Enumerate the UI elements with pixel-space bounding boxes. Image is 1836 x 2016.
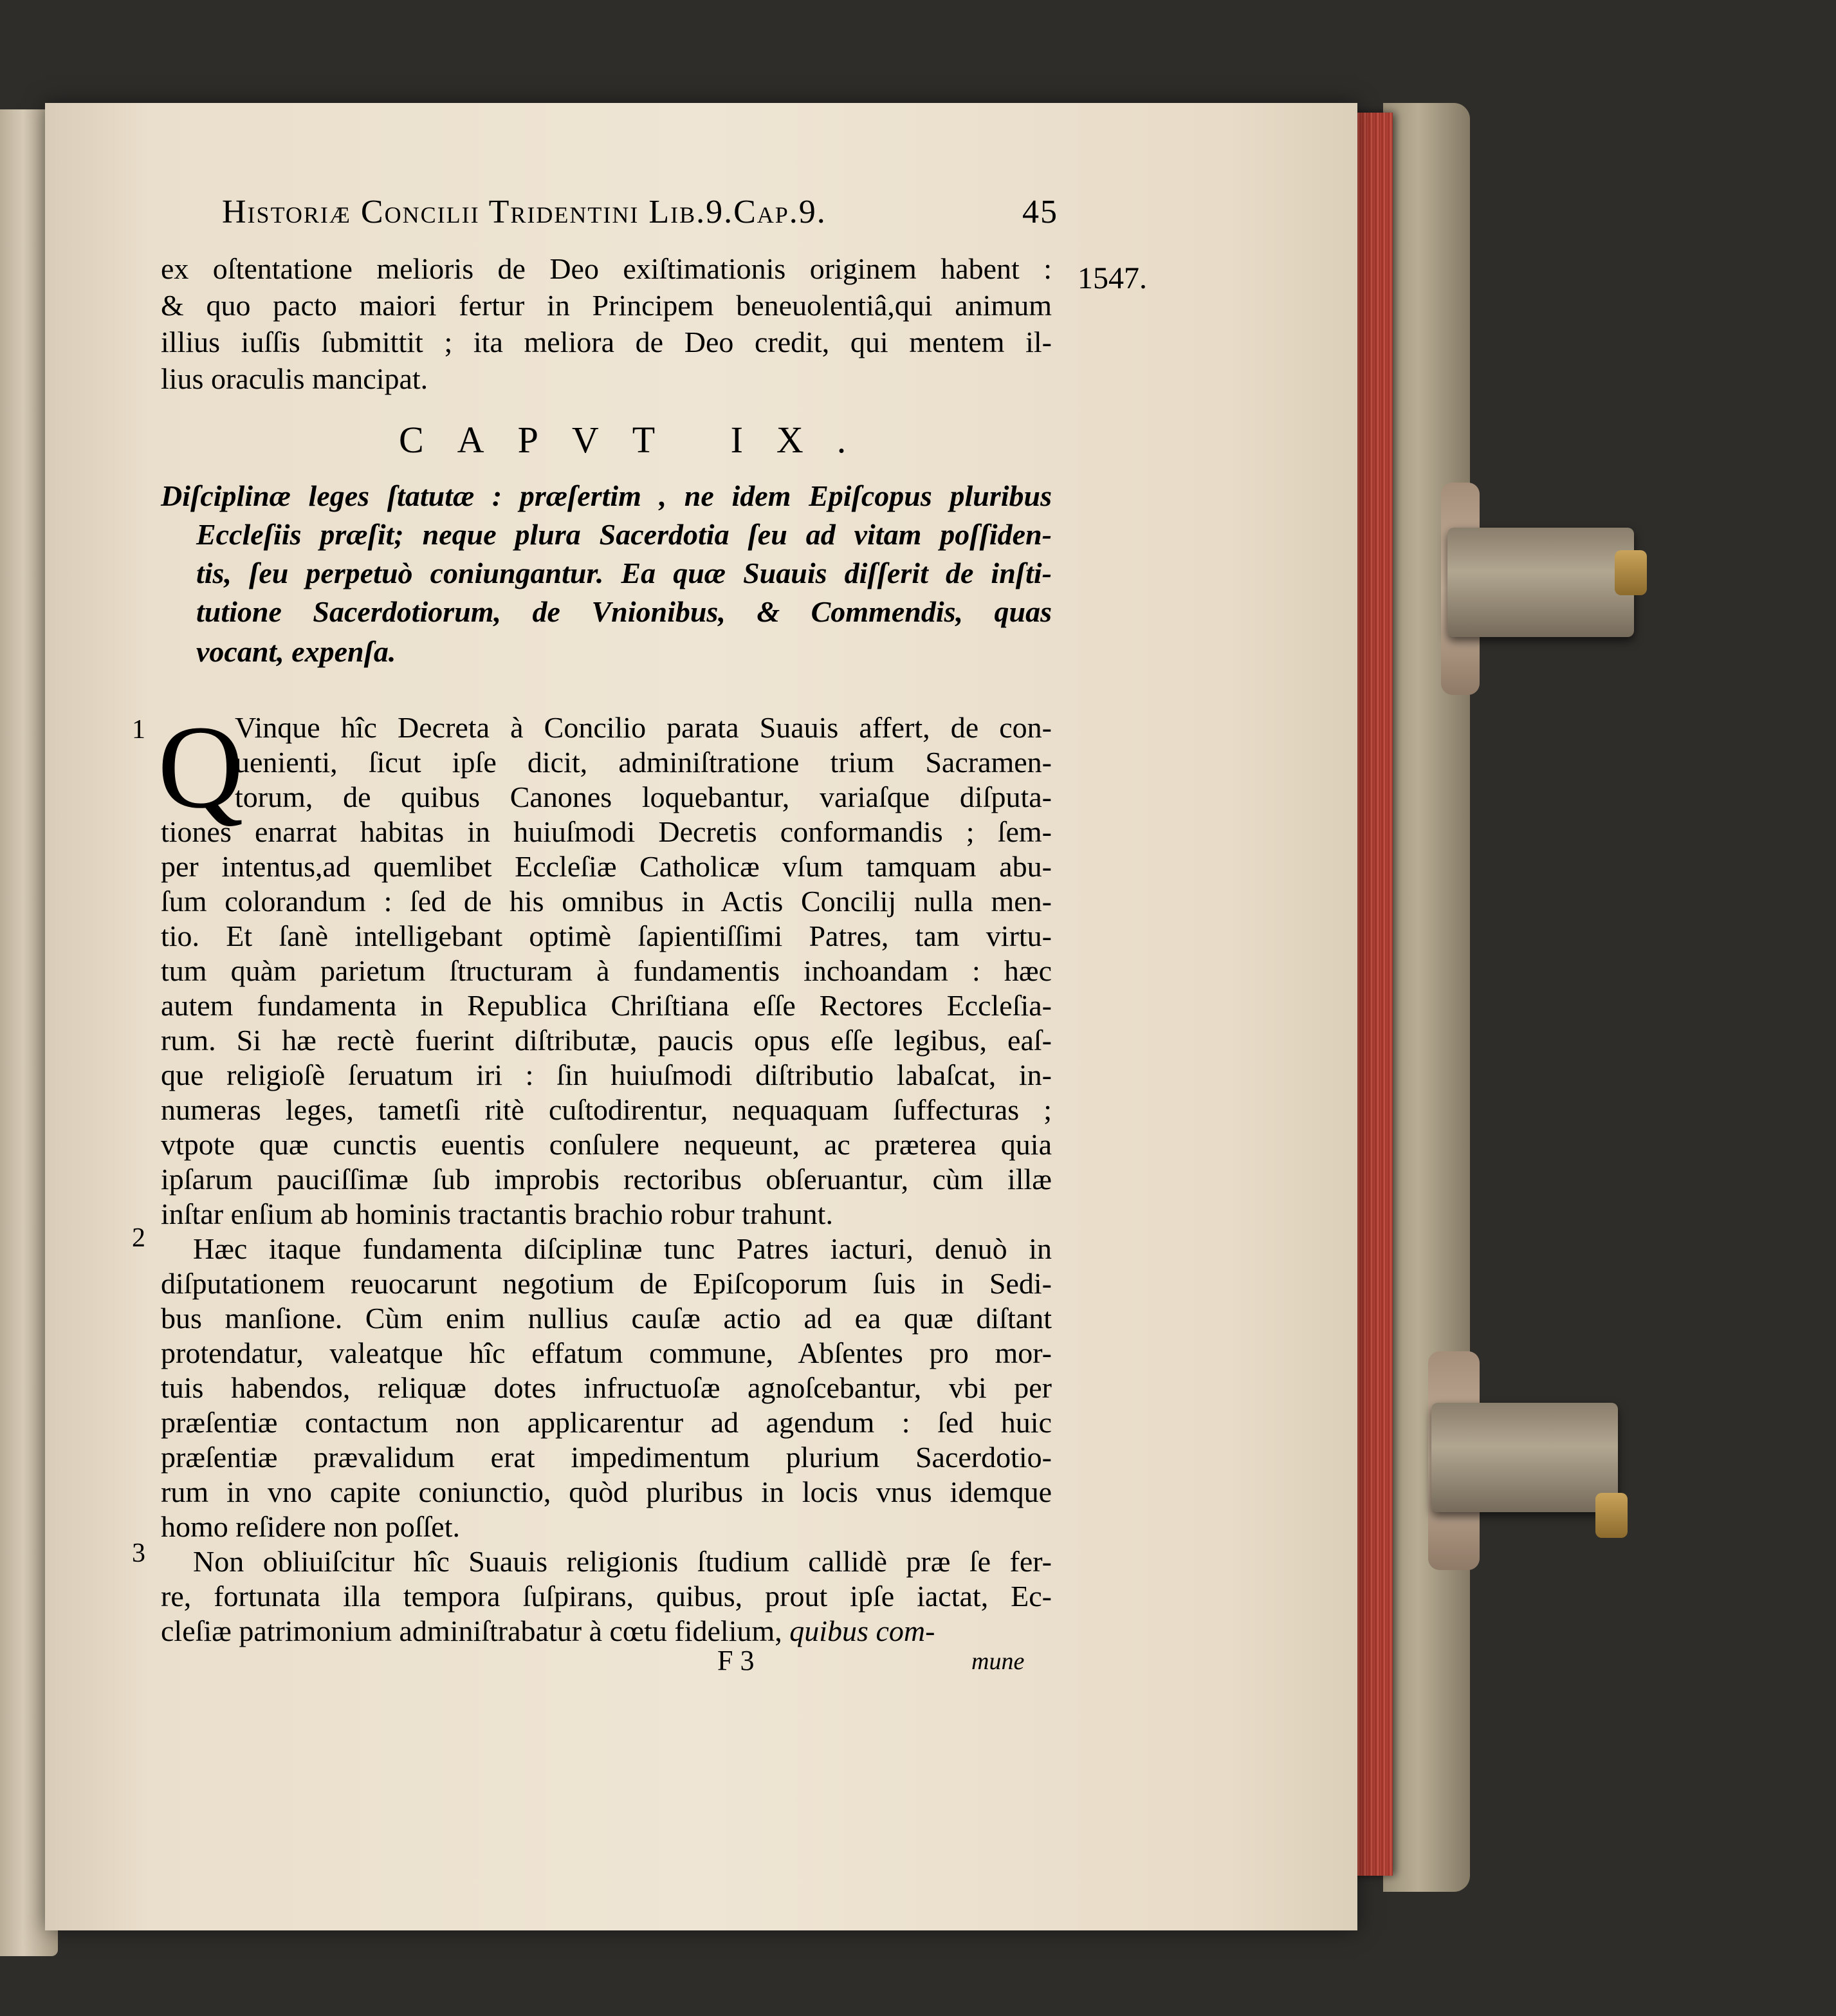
- text-line: rum. Si hæ rectè fuerint diſtributæ, paucis opus eſſe legibus, eaſ-: [161, 1024, 1052, 1057]
- text-line: Non obliuiſcitur hîc Suauis religionis ſtudium callidè præ ſe fer-: [193, 1545, 1052, 1578]
- running-head-title: Historiæ Concilii Tridentini Lib.9.Cap.9.: [222, 194, 827, 230]
- signature-mark: F 3: [717, 1645, 755, 1676]
- clasp-bottom[interactable]: [1431, 1403, 1618, 1512]
- margin-year: 1547.: [1078, 261, 1147, 295]
- text-line: tio. Et ſanè intelligebant optimè ſapientiſſimi Patres, tam virtu-: [161, 920, 1052, 952]
- summary-line: tutione Sacerdotiorum, de Vnionibus, & Commendis, quas: [196, 595, 1052, 628]
- summary-line: Diſciplinæ leges ſtatutæ : præſertim , ne idem Epiſcopus pluribus: [161, 479, 1052, 512]
- text-line: tum quàm parietum ſtructuram à fundamentis inchoandam : hæc: [161, 954, 1052, 987]
- clasp-top-end: [1615, 550, 1647, 595]
- chapter-heading: CAPVT IX.: [399, 419, 880, 461]
- text-line: diſputationem reuocarunt negotium de Epiſcoporum ſuis in Sedi-: [161, 1267, 1052, 1300]
- clasp-top[interactable]: [1447, 528, 1634, 637]
- book-cover: [1383, 103, 1470, 1892]
- text-line: inſtar enſium ab hominis tractantis brachio robur trahunt.: [161, 1198, 833, 1230]
- text-line-italic: quibus com-: [789, 1614, 935, 1647]
- text-line: re, fortunata illa tempora ſuſpirans, quibus, prout ipſe iactat, Ec-: [161, 1580, 1052, 1613]
- text-line: numeras leges, tametſi ritè cuſtodirentur, nequaquam ſuffecturas ;: [161, 1093, 1052, 1126]
- text-line: tiones enarrat habitas in huiuſmodi Decretis conformandis ; ſem-: [161, 815, 1052, 848]
- text-line-roman: cleſiæ patrimonium adminiſtrabatur à cœtu fidelium,: [161, 1614, 782, 1647]
- text-line: bus manſione. Cùm enim nullius cauſæ actio ad ea quæ diſtant: [161, 1302, 1052, 1335]
- text-line: lius oraculis mancipat.: [161, 362, 428, 395]
- text-line: vtpote quæ cunctis euentis conſulere nequeunt, ac præterea quia: [161, 1128, 1052, 1161]
- text-line: ex oſtentatione melioris de Deo exiſtimationis originem habent :: [161, 252, 1052, 285]
- summary-line: Eccleſiis præſit; neque plura Sacerdotia ſeu ad vitam poſſiden-: [196, 518, 1052, 551]
- text-line: ipſarum pauciſſimæ ſub improbis rectoribus obſeruantur, cùm illæ: [161, 1163, 1052, 1196]
- clasp-bottom-end: [1595, 1493, 1628, 1538]
- text-line: que religioſè ſeruatum iri : ſin huiuſmodi diſtributio labaſcat, in-: [161, 1059, 1052, 1091]
- text-line: præſentiæ contactum non applicarentur ad agendum : ſed huic: [161, 1406, 1052, 1439]
- text-line: Vinque hîc Decreta à Concilio parata Suauis affert, de con-: [235, 711, 1052, 744]
- text-line: [161, 1616, 935, 1646]
- dropcap: Q: [158, 701, 244, 833]
- text-line: ſum colorandum : ſed de his omnibus in Actis Concilij nulla men-: [161, 885, 1052, 918]
- catchword: mune: [971, 1648, 1025, 1675]
- text-line: torum, de quibus Canones loquebantur, variaſque diſputa-: [235, 781, 1052, 813]
- text-line: præſentiæ prævalidum erat impedimentum plurium Sacerdotio-: [161, 1441, 1052, 1474]
- paragraph-number: 2: [132, 1223, 145, 1253]
- text-line: & quo pacto maiori fertur in Principem beneuolentiâ,qui animum: [161, 289, 1052, 322]
- summary-line: vocant, expenſa.: [196, 635, 396, 668]
- text-line: uenienti, ſicut ipſe dicit, adminiſtratione trium Sacramen-: [235, 746, 1052, 779]
- text-line: illius iuſſis ſubmittit ; ita meliora de Deo credit, qui mentem il-: [161, 326, 1052, 358]
- page-number: 45: [1022, 194, 1058, 230]
- paragraph-number: 3: [132, 1539, 145, 1568]
- text-line: tuis habendos, reliquæ dotes infructuoſæ agnoſcebantur, vbi per: [161, 1371, 1052, 1404]
- summary-line: tis, ſeu perpetuò coniungantur. Ea quæ Suauis diſſerit de inſti-: [196, 557, 1052, 589]
- text-line: homo reſidere non poſſet.: [161, 1510, 460, 1543]
- text-line: autem fundamenta in Republica Chriſtiana eſſe Rectores Eccleſia-: [161, 989, 1052, 1022]
- text-line: Hæc itaque fundamenta diſciplinæ tunc Patres iacturi, denuò in: [193, 1232, 1052, 1265]
- paragraph-number: 1: [132, 715, 145, 744]
- text-line: per intentus,ad quemlibet Eccleſiæ Catholicæ vſum tamquam abu-: [161, 850, 1052, 883]
- text-line: rum in vno capite coniunctio, quòd pluribus in locis vnus idemque: [161, 1475, 1052, 1508]
- running-head: [222, 193, 1058, 238]
- text-line: protendatur, valeatque hîc effatum commune, Abſentes pro mor-: [161, 1336, 1052, 1369]
